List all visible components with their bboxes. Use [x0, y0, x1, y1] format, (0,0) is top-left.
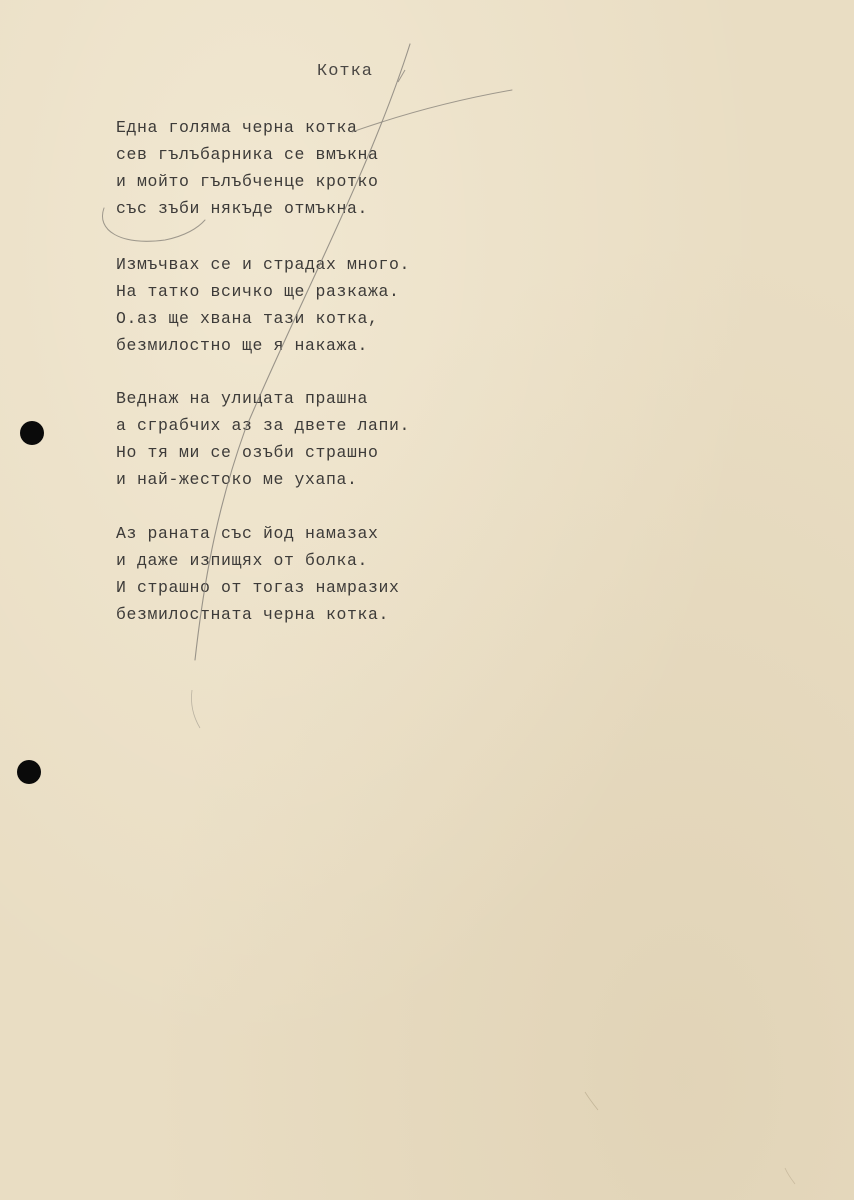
poem-line: Веднаж на улицата прашна: [116, 389, 369, 408]
poem-line: и мойто гълъбченце кротко: [116, 172, 379, 191]
poem-line: със зъби някъде отмъкна.: [116, 199, 369, 218]
poem-line: и даже изпищях от болка.: [116, 551, 369, 570]
poem-line: и най-жестоко ме ухапа.: [116, 470, 358, 489]
pencil-faint-tail: [191, 690, 200, 728]
poem-line: Аз раната със йод намазах: [116, 524, 379, 543]
poem-line: Една голяма черна котка: [116, 118, 358, 137]
poem-line: О.аз ще хвана тази котка,: [116, 309, 379, 328]
paper-fiber-mark: [785, 1168, 795, 1184]
poem-line: а сграбчих аз за двете лапи.: [116, 416, 411, 435]
poem-line: Но тя ми се озъби страшно: [116, 443, 379, 462]
poem-line: Измъчвах се и страдах много.: [116, 255, 411, 274]
pencil-title-mark: [398, 70, 405, 82]
stanza-2: [116, 251, 410, 359]
punch-hole: [17, 760, 41, 784]
poem-line: И страшно от тогаз намразих: [116, 578, 400, 597]
stanza-3: [116, 385, 410, 493]
stanza-1: [116, 114, 379, 222]
poem-line: сев гълъбарника се вмъкна: [116, 145, 379, 164]
poem-title: Котка: [317, 62, 374, 81]
paper-fiber-mark: [585, 1092, 598, 1110]
poem-line: безмилостната черна котка.: [116, 605, 390, 624]
punch-hole: [20, 421, 44, 445]
stanza-4: [116, 520, 400, 628]
poem-line: На татко всичко ще разкажа.: [116, 282, 400, 301]
poem-line: безмилостно ще я накажа.: [116, 336, 369, 355]
